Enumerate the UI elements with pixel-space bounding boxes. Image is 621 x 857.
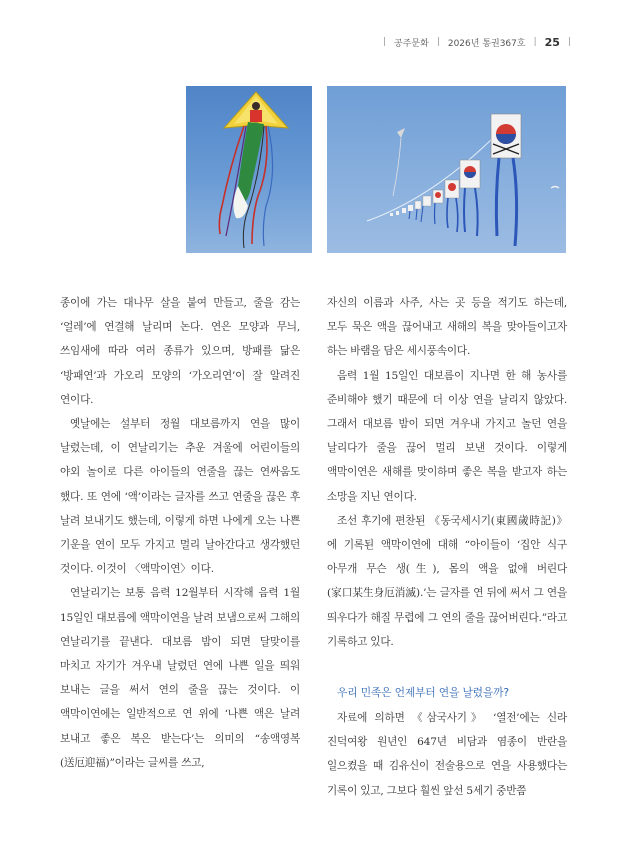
header-separator: | bbox=[567, 37, 571, 47]
paragraph: 음력 1월 15일인 대보름이 지나면 한 해 농사를 준비해야 했기 때문에 더 이상 연을 날리지 않았다. 그래서 대보름 밤이 되면 겨우내 가지고 놀던 연을 날리다가 줄을 끊어 멀리 보낸 것이다. 이렇게 액막이연은 새해를 맞이하며 좋은 복을 받고자 하는 소망을 지닌 연이다. bbox=[327, 369, 567, 503]
left-column bbox=[60, 291, 300, 775]
paragraph: 옛날에는 설부터 정월 대보름까지 연을 많이 날렸는데, 이 연날리기는 추운 겨울에 어린이들의 야외 놀이로 다른 아이들의 연줄을 끊는 연싸움도 했다. 또 연에 ‘액’이라는 글자를 쓰고 연줄을 끊은 후 날려 보내기도 했는데, 이렇게 하면 나에게 오는 나쁜 기운을 연이 모두 가지고 멀리 날아간다고 생각했던 것이다. 이것이 〈액막이연〉이다. bbox=[60, 418, 300, 576]
kite-photo-right bbox=[327, 86, 566, 253]
header-separator: | bbox=[382, 37, 387, 47]
paragraph: 연날리기는 보통 음력 12월부터 시작해 음력 1월 15일인 대보름에 액막이연을 날려 보냄으로써 그해의 연날리기를 끝낸다. 대보름 밤이 되면 달맞이를 마치고 자기가 겨우내 날렸던 연에 나쁜 일을 띄워 보내는 글을 써서 연의 줄을 끊는 것이다. 이 액막이연에는 일반적으로 연 위에 ‘나쁜 액은 날려 보내고 좋은 복은 받는다’는 의미의 “송액영복(送厄迎福)”이라는 글씨를 쓰고, bbox=[60, 587, 300, 769]
paragraph: 자료에 의하면 《삼국사기》 ‘열전’에는 신라 진덕여왕 원년인 647년 비담과 염종이 반란을 일으켰을 때 김유신이 전술용으로 연을 사용했다는 기록이 있고, 그보다 훨씬 앞선 5세기 중반쯤 bbox=[327, 712, 567, 797]
kite-photo-left bbox=[186, 86, 312, 253]
page-number: 25 bbox=[544, 35, 560, 49]
magazine-title: 공주문화 bbox=[394, 38, 429, 49]
paragraph: 종이에 가는 대나무 살을 붙여 만들고, 줄을 감는 ‘얼레’에 연결해 날리며 논다. 연은 모양과 무늬, 쓰임새에 따라 여러 종류가 있으며, 방패를 닮은 ‘방패연’과 가오리 모양의 ‘가오리연’이 잘 알려진 연이다. bbox=[60, 297, 300, 406]
section-heading: 우리 민족은 언제부터 연을 날렸을까? bbox=[337, 686, 509, 700]
paragraph: 조선 후기에 편찬된 《동국세시기(東國歲時記)》에 기록된 액막이연에 대해 “아이들이 ‘집안 식구 아무개 무슨 생(生), 몸의 액을 없애 버린다(家口某生身厄消滅).’는 글자를 연 뒤에 써서 그 연을 띄우다가 해질 무렵에 그 연의 줄을 끊어버린다.”라고 기록하고 있다. bbox=[327, 514, 567, 648]
kite-illustration bbox=[186, 86, 312, 253]
page-header bbox=[383, 34, 571, 50]
paragraph: 자신의 이름과 사주, 사는 곳 등을 적기도 하는데, 모두 묵은 액을 끊어내고 새해의 복을 맞아들이고자 하는 바램을 담은 세시풍속이다. bbox=[327, 297, 567, 358]
header-separator: | bbox=[436, 37, 440, 47]
right-column bbox=[327, 291, 567, 803]
issue-label: 2026년 통권367호 bbox=[447, 38, 526, 49]
header-separator: | bbox=[533, 37, 537, 47]
kite-train-illustration bbox=[327, 86, 566, 253]
